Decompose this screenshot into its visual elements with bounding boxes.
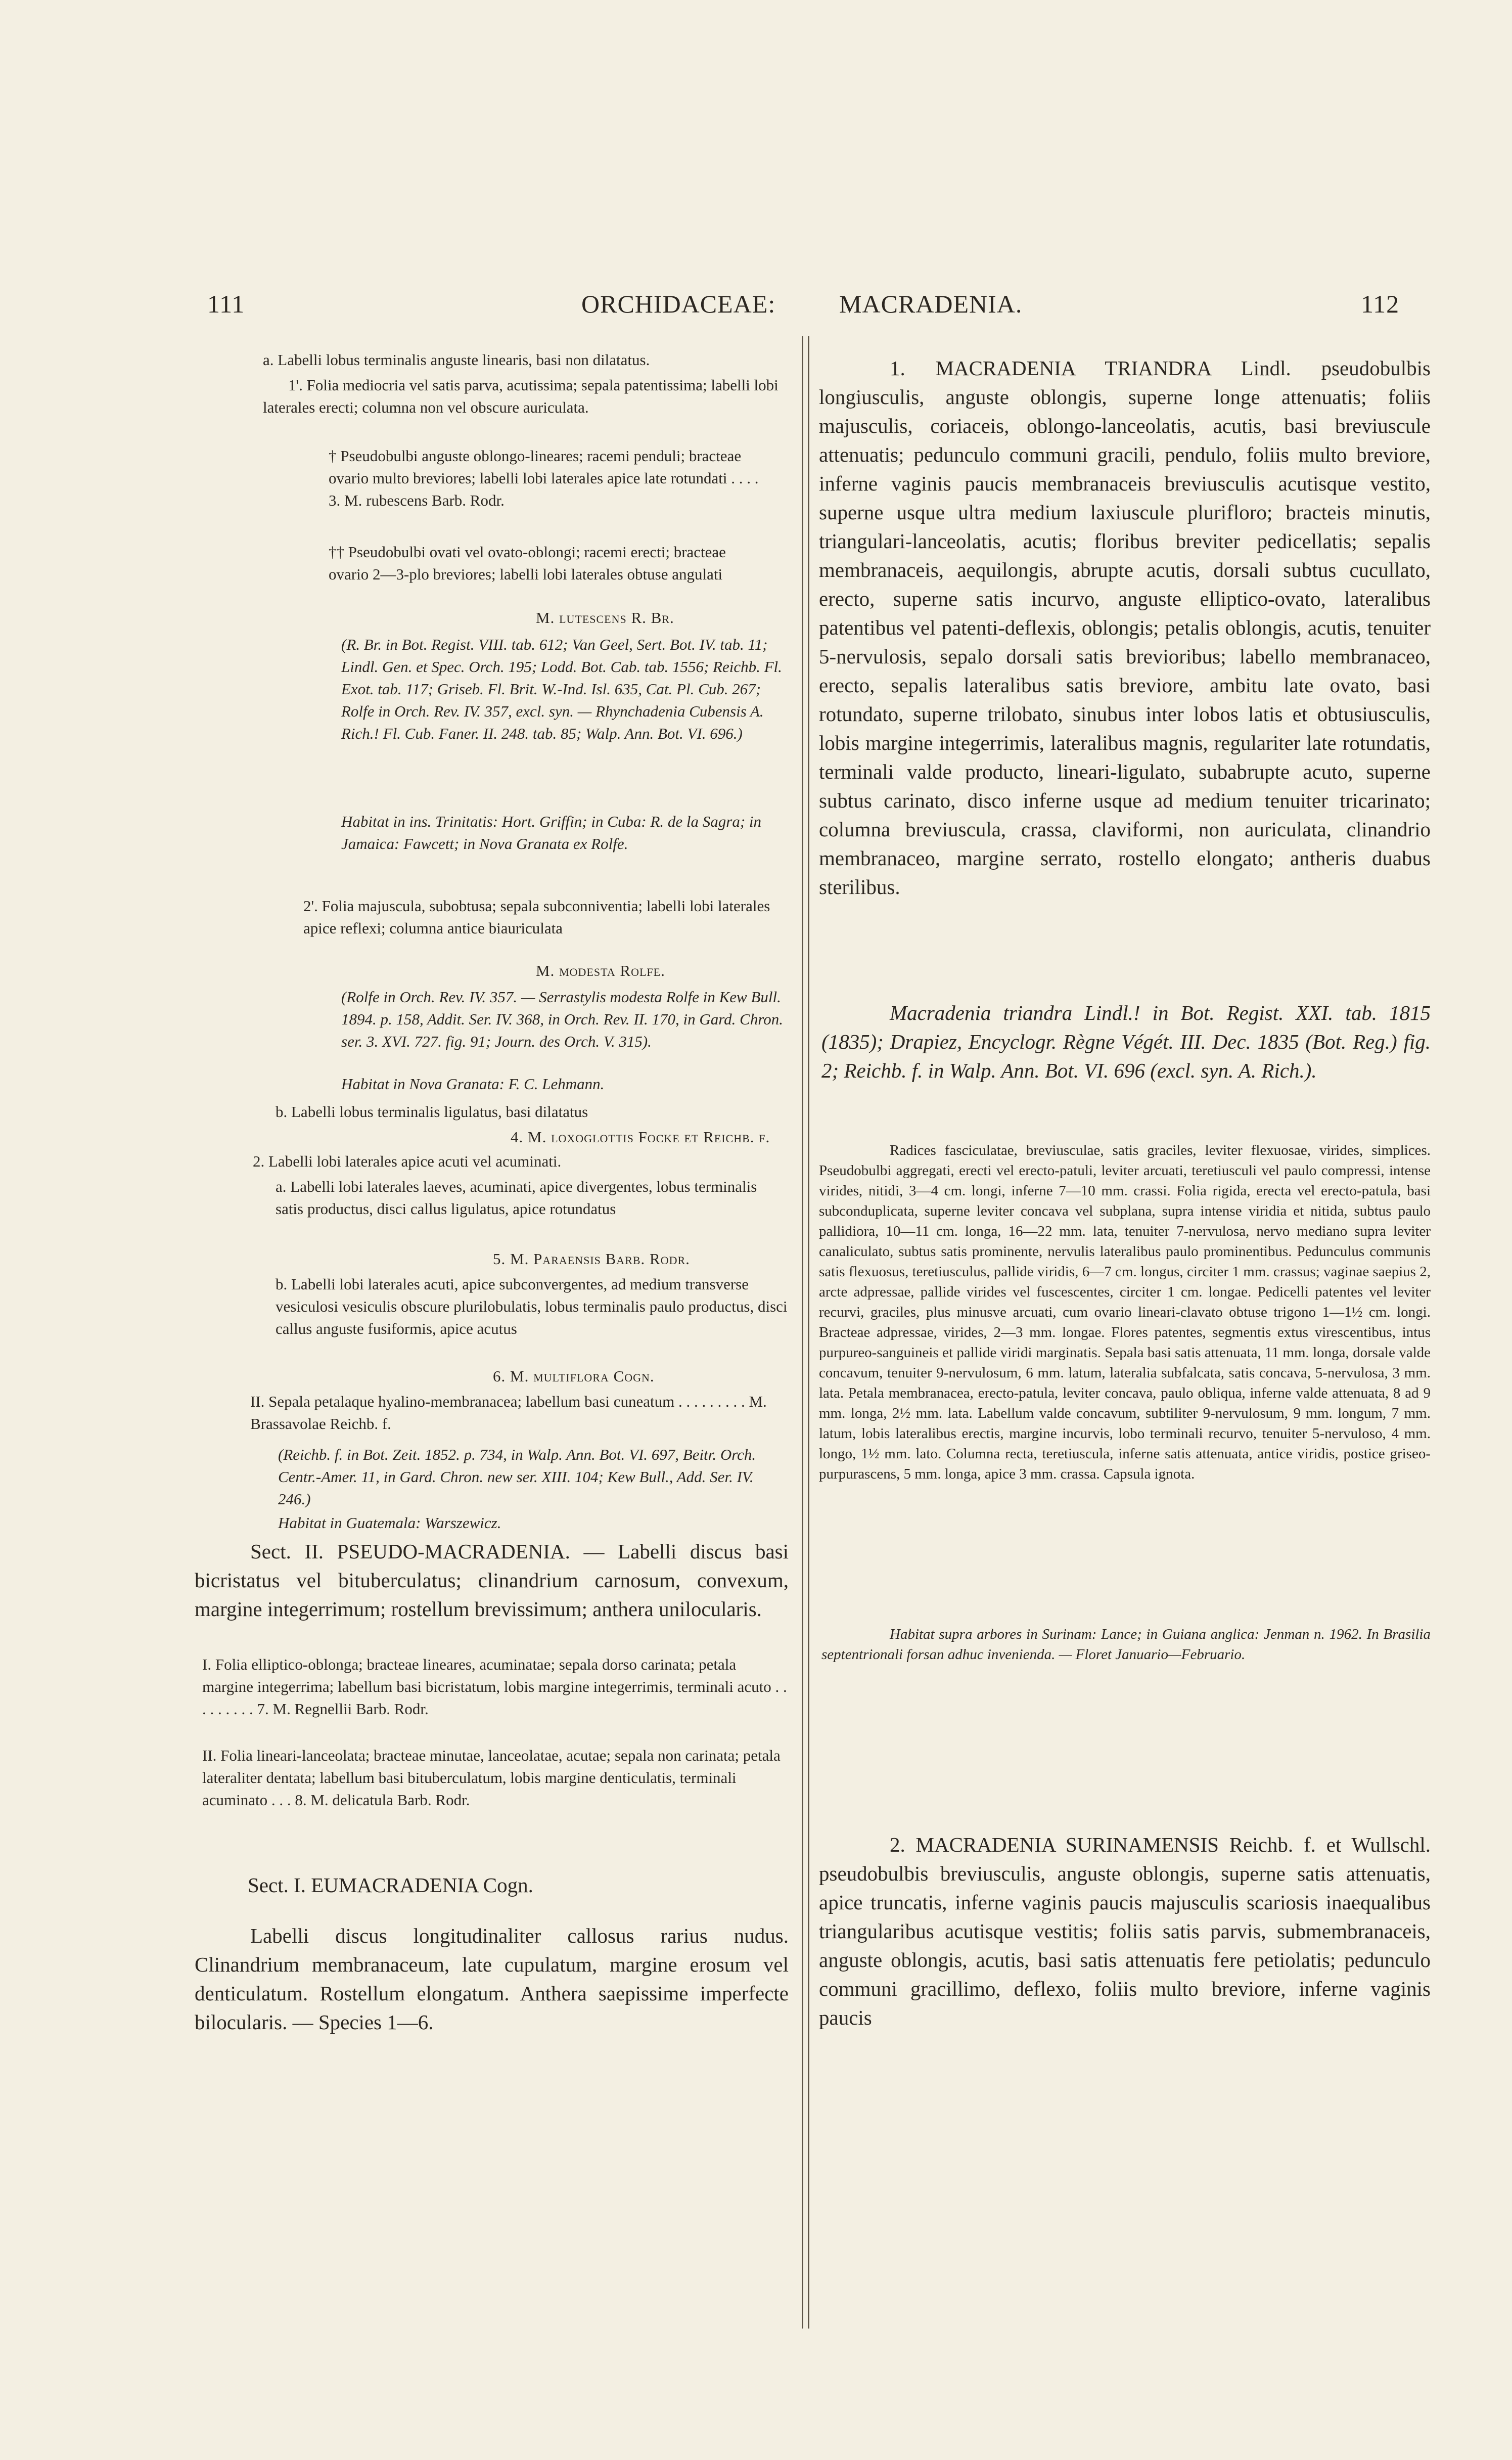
species-modesta: M. modesta Rolfe. <box>536 962 665 979</box>
key-a: a. Labelli lobus terminalis anguste linearis, basi non dilatatus. <box>263 351 650 369</box>
species-2-heading: 2. MACRADENIA SURINAMENSIS Reichb. f. et Wullschl. <box>890 1833 1431 1856</box>
species-multiflora: 6. M. multiflora Cogn. <box>493 1367 655 1385</box>
key-double-dagger: †† Pseudobulbi ovati vel ovato-oblongi; racemi erecti; bracteae ovario 2—3-plo breviores; labelli lobi laterales obtuse angulati <box>329 543 730 583</box>
species-2-description <box>819 1830 1436 2032</box>
brassavolae-references: (Reichb. f. in Bot. Zeit. 1852. p. 734, in Walp. Ann. Bot. VI. 697, Beitr. Orch. Centr.-Amer. 11, in Gard. Chron. new ser. XIII. 104; Kew Bull., Add. Ser. IV. 246.) <box>278 1446 760 1508</box>
brassavolae-habitat: Habitat in Guatemala: Warszewicz. <box>278 1514 501 1532</box>
species-2-text: pseudobulbis breviusculis, anguste oblongis, superne satis attenuatis, apice truncatis, inferne vaginis paucis majusculis scariosis inaequalibus triangularibus acutisque vestitis; foliis satis parvis, submembranaceis, anguste oblongis, acutis, basi satis attenuatis fere petiolatis; pedunculo communi gracillimo, deflexo, foliis multo breviore, inferne vaginis paucis <box>819 1862 1436 2029</box>
species-1-morphology: Radices fasciculatae, breviusculae, satis graciles, leviter flexuosae, virides, simplices. Pseudobulbi aggregati, erecti vel erecto-patuli, leviter arcuati, teretiusculi vel paulo compressi, intense virides, nitidi, 3—4 cm. longi, inferne 7—10 mm. crassi. Folia rigida, erecta vel erecto-patula, basi subconduplicata, superne leviter concava vel subplana, supra intense viridia et nitida, subtus paulo pallidiora, 10—11 cm. longa, 16—22 mm. lata, tenuiter 7-nervulosa, nervo mediano supra leviter canaliculato, subtus satis prominente, nervulis lateralibus paulo prominentibus. Pedunculus communis satis flexuosus, teretiusculus, pallide viridis, 6—7 cm. longus, circiter 1 mm. crassus; vaginae saepius 2, arcte adpressae, pallide virides vel fuscescentes, circiter 1 cm. longae. Pedicelli patentes vel leviter recurvi, graciles, plus minusve arcuati, cum ovario lineari-clavato obtuse trigono 1—1½ cm. longi. Bracteae adpressae, virides, 2—3 mm. longae. Flores patentes, segmentis extus virescentibus, intus purpureo-sanguineis et pallide viridi marginatis. Sepala basi satis attenuata, 11 mm. longa, dorsale valde concavum, tenuiter 9-nervulosum, 6 mm. latum, lateralia subfalcata, satis concava, 5-nervulosa, 3 mm. lata. Petala membranacea, erecto-patula, leviter concava, paulo obliqua, inferne valde attenuata, 8 ad 9 mm. longa, 2½ mm. lata. Labellum valde concavum, subtiliter 9-nervulosum, 9 mm. longum, 7 mm. latum, lobis lateralibus erectis, margine incurvis, lobo terminali recurvo, tenuiter 5-nervuloso, 4 mm. longo, 1½ mm. lato. Columna recta, teretiuscula, inferne satis attenuata, antice viridis, postice griseo-purpurascens, 5 mm. longa, apice 3 mm. crassa. Capsula ignota. <box>819 1142 1435 1482</box>
page-number-right: 112 <box>1361 290 1400 318</box>
page-number-left: 111 <box>207 290 245 318</box>
key-1: 1'. Folia mediocria vel satis parva, acutissima; sepala patentissima; labelli lobi laterales erecti; columna non vel obscure auriculata. <box>263 376 783 416</box>
species-1-heading: 1. MACRADENIA TRIANDRA Lindl. <box>890 356 1291 380</box>
species-lutescens: M. lutescens R. Br. <box>536 609 674 627</box>
key-2: 2'. Folia majuscula, subobtusa; sepala subconniventia; labelli lobi laterales apice reflexi; columna antice biauriculata <box>303 897 774 937</box>
section-i-title: Sect. I. EUMACRADENIA Cogn. <box>248 1873 533 1897</box>
section-ii-pseudo-macradenia: Sect. II. PSEUDO-MACRADENIA. — Labelli discus basi bicristatus vel bituberculatus; clinandrium carnosum, convexum, margine integerrimum; rostellum brevissimum; anthera unilocularis. <box>195 1540 794 1621</box>
section-i-description: Labelli discus longitudinaliter callosus rarius nudus. Clinandrium membranaceum, late cupulatum, margine erosum vel denticulatum. Rostellum elongatum. Anthera saepissime imperfecte bilocularis. — Species 1—6. <box>195 1924 794 2034</box>
running-title-left: ORCHIDACEAE: <box>581 290 776 318</box>
modesta-habitat: Habitat in Nova Granata: F. C. Lehmann. <box>341 1075 605 1093</box>
column-divider-right <box>808 336 809 2329</box>
key-II: II. Sepala petalaque hyalino-membranacea; labellum basi cuneatum . . . . . . . . . M. Brassavolae Reichb. f. <box>250 1393 771 1433</box>
key-b: b. Labelli lobus terminalis ligulatus, basi dilatatus <box>276 1103 588 1121</box>
key-dagger: † Pseudobulbi anguste oblongo-lineares; racemi penduli; bracteae ovario multo breviores; labelli lobi laterales apice late rotundati . . . . 3. M. rubescens Barb. Rodr. <box>329 447 763 509</box>
modesta-references: (Rolfe in Orch. Rev. IV. 357. — Serrastylis modesta Rolfe in Kew Bull. 1894. p. 158, Addit. Ser. IV. 368, in Orch. Rev. II. 170, in Gard. Chron. ser. 3. XVI. 727. fig. 91; Journ. des Orch. V. 315). <box>341 988 787 1050</box>
column-divider-left <box>802 336 803 2329</box>
key-2a: a. Labelli lobi laterales laeves, acuminati, apice divergentes, lobus terminalis satis productus, disci callus ligulatus, apice rotundatus <box>276 1178 761 1218</box>
lutescens-references: (R. Br. in Bot. Regist. VIII. tab. 612; Van Geel, Sert. Bot. IV. tab. 11; Lindl. Gen. et Spec. Orch. 195; Lodd. Bot. Cab. tab. 1556; Reichb. Fl. Exot. tab. 117; Griseb. Fl. Brit. W.-Ind. Isl. 635, Cat. Pl. Cub. 267; Rolfe in Orch. Rev. IV. 357, excl. syn. — Rhynchadenia Cubensis A. Rich.! Fl. Cub. Faner. II. 248. tab. 85; Walp. Ann. Bot. VI. 696.) <box>341 636 786 742</box>
species-paraensis: 5. M. Paraensis Barb. Rodr. <box>493 1250 690 1268</box>
species-1-references: Macradenia triandra Lindl.! in Bot. Regist. XXI. tab. 1815 (1835); Drapiez, Encyclogr. Règne Végét. III. Dec. 1835 (Bot. Reg.) fig. 2; Reichb. f. in Walp. Ann. Bot. VI. 696 (excl. syn. A. Rich.). <box>821 1001 1436 1082</box>
species-1-description <box>819 354 1436 902</box>
lutescens-habitat: Habitat in ins. Trinitatis: Hort. Griffin; in Cuba: R. de la Sagra; in Jamaica: Fawcett; in Nova Granata ex Rolfe. <box>341 813 765 853</box>
species-1-habitat: Habitat supra arbores in Surinam: Lance; in Guiana anglica: Jenman n. 1962. In Brasilia septentrionali forsan adhuc invenienda. — Floret Januario—Februario. <box>821 1626 1435 1663</box>
species-loxoglottis: 4. M. loxoglottis Focke et Reichb. f. <box>511 1128 770 1146</box>
key-II-section-ii: II. Folia lineari-lanceolata; bracteae minutae, lanceolatae, acutae; sepala non carinata; petala lateraliter dentata; labellum basi bituberculatum, lobis margine denticulatis, terminali acuminato . . . 8. M. delicatula Barb. Rodr. <box>202 1747 785 1809</box>
running-title-right: MACRADENIA. <box>839 290 1023 318</box>
key-I-section-ii: I. Folia elliptico-oblonga; bracteae lineares, acuminatae; sepala dorso carinata; petala margine integerrima; labellum basi bicristatum, lobis margine integerrimis, terminali acuto . . . . . . . . . 7. M. Regnellii Barb. Rodr. <box>202 1656 791 1718</box>
key-2-second: 2. Labelli lobi laterales apice acuti vel acuminati. <box>253 1152 562 1170</box>
species-1-text: pseudobulbis longiusculis, anguste oblongis, superne longe attenuatis; foliis majusculis, coriaceis, oblongo-lanceolatis, acutis, basi breviuscule attenuatis; pedunculo communi gracili, pendulo, foliis multo breviore, inferne vaginis paucis membranaceis breviusculis acutisque vestito, superne usque ultra medium laxiuscule plurifloro; bracteis minutis, triangulari-lanceolatis, acutis; floribus breviter pedicellatis; sepalis membranaceis, aequilongis, abrupte acutis, dorsali subtus cucullato, erecto, superne satis incurvo, anguste elliptico-ovato, lateralibus patentibus vel patenti-deflexis, oblongis; petalis oblongis, acutis, tenuiter 5-nervulosis, sepalo dorsali satis brevioribus; labello membranaceo, erecto, sepalis lateralibus satis breviore, ambitu late ovato, basi rotundato, superne trilobato, sinubus inter lobos latis et obtusiusculis, lobis margine integerrimis, lateralibus magnis, regulariter late rotundatis, terminali valde producto, lineari-ligulato, subabrupte acuto, superne subtus carinato, disco inferne usque ad medium tenuiter tricarinato; columna breviuscula, crassa, claviformi, non auriculata, clinandrio membranaceo, margine serrato, rostello elongato; antheris duabus sterilibus. <box>819 356 1436 899</box>
key-2b-second: b. Labelli lobi laterales acuti, apice subconvergentes, ad medium transverse vesiculosi vesiculis obscure plurilobulatis, lobus terminalis paulo productus, disci callus anguste fusiformis, apice acutus <box>276 1275 792 1337</box>
